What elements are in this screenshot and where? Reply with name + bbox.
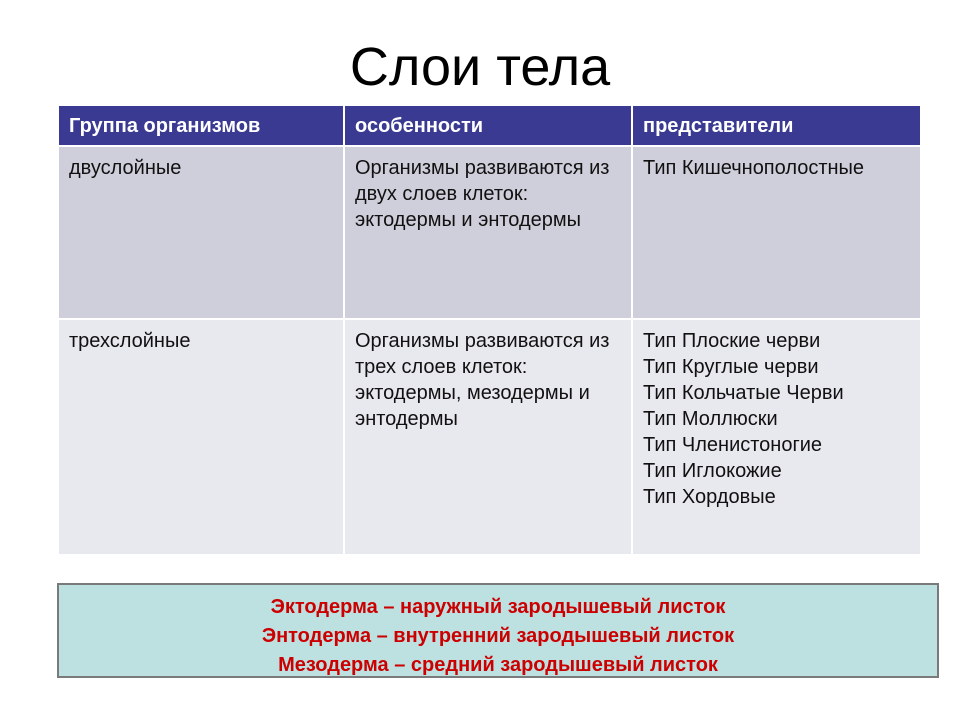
representative-item: Тип Хордовые	[643, 486, 776, 508]
cell-representatives	[632, 319, 921, 555]
body-layers-table	[57, 104, 922, 556]
definition-ectoderm: Эктодерма – наружный зародышевый листок	[270, 596, 726, 618]
representative-item: Тип Круглые черви	[643, 356, 819, 378]
slide-title: Слои тела	[349, 37, 611, 97]
header-representatives: представители	[632, 105, 921, 146]
header-features: особенности	[344, 105, 632, 146]
representative-item: Тип Кольчатые Черви	[643, 382, 844, 404]
cell-features: Организмы развиваются из двух слоев клеток: эктодермы и энтодермы	[344, 146, 632, 319]
cell-group: трехслойные	[58, 319, 344, 555]
cell-features: Организмы развиваются из трех слоев клеток: эктодермы, мезодермы и энтодермы	[344, 319, 632, 555]
cell-representatives	[632, 146, 921, 319]
representative-item: Тип Кишечнополостные	[643, 157, 865, 179]
header-group: Группа организмов	[58, 105, 344, 146]
table-header-row	[58, 105, 921, 146]
representative-item: Тип Иглокожие	[643, 460, 782, 482]
table-row	[58, 146, 921, 319]
table-row	[58, 319, 921, 555]
cell-group: двуслойные	[58, 146, 344, 319]
definition-endoderm: Энтодерма – внутренний зародышевый листок	[261, 625, 735, 647]
representative-item: Тип Моллюски	[643, 408, 778, 430]
representative-item: Тип Членистоногие	[643, 434, 823, 456]
definition-mesoderm: Мезодерма – средний зародышевый листок	[278, 654, 718, 676]
representative-item: Тип Плоские черви	[643, 330, 821, 352]
definitions-box	[57, 583, 939, 678]
